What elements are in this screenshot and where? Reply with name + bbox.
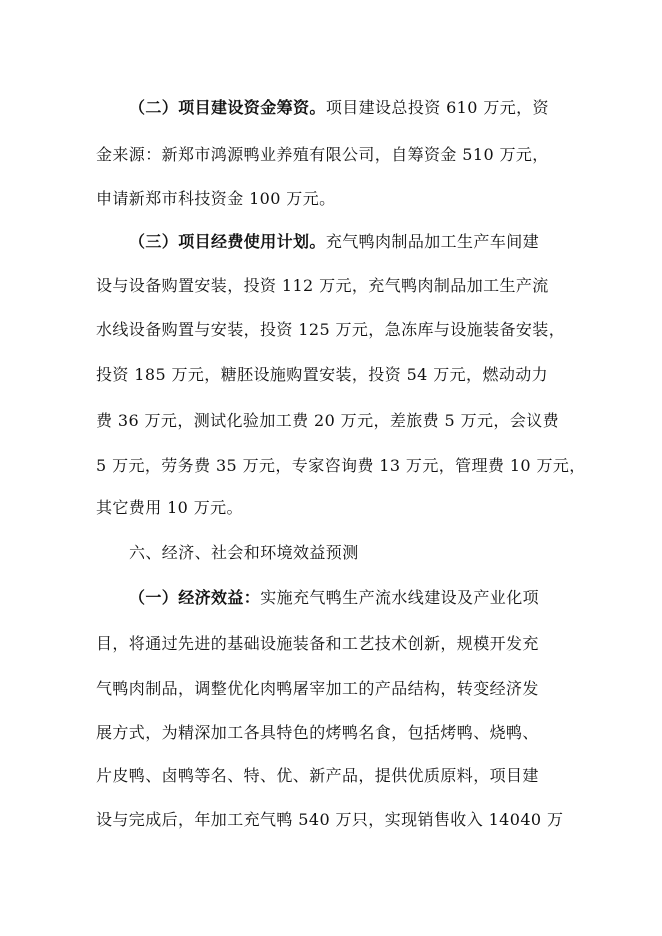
section-title-benefits: 六、经济、社会和环境效益预测 bbox=[129, 543, 359, 562]
paragraph-budget-line-1 bbox=[129, 232, 539, 252]
paragraph-economic-line-4: 展方式，为精深加工各具特色的烤鸭名食，包括烤鸭、烧鸭、 bbox=[96, 723, 539, 742]
paragraph-funding-line-3: 申请新郑市科技资金 100 万元。 bbox=[96, 189, 336, 208]
paragraph-budget-line-5: 费 36 万元，测试化验加工费 20 万元，差旅费 5 万元，会议费 bbox=[96, 411, 560, 430]
paragraph-budget-line-3: 水线设备购置与安装，投资 125 万元，急冻库与设施装备安装， bbox=[96, 320, 566, 339]
text-run: 实施充气鸭生产流水线建设及产业化项 bbox=[260, 588, 540, 607]
text-run: 充气鸭肉制品加工生产车间建 bbox=[325, 232, 540, 251]
paragraph-budget-line-7: 其它费用 10 万元。 bbox=[96, 498, 243, 517]
paragraph-funding-line-1 bbox=[129, 98, 549, 118]
paragraph-economic-line-3: 气鸭肉制品，调整优化肉鸭屠宰加工的产品结构，转变经济发 bbox=[96, 679, 539, 698]
section-heading-budget: （三）项目经费使用计划。 bbox=[129, 232, 326, 251]
paragraph-budget-line-2: 设与设备购置安装，投资 112 万元，充气鸭肉制品加工生产流 bbox=[96, 276, 549, 295]
text-run: 项目建设总投资 610 万元，资 bbox=[325, 98, 549, 117]
paragraph-economic-line-6: 设与完成后，年加工充气鸭 540 万只，实现销售收入 14040 万 bbox=[96, 810, 564, 829]
paragraph-budget-line-4: 投资 185 万元，糖胚设施购置安装，投资 54 万元，燃动动力 bbox=[96, 365, 549, 384]
paragraph-economic-line-5: 片皮鸭、卤鸭等名、特、优、新产品，提供优质原料，项目建 bbox=[96, 766, 539, 785]
section-heading-economic: （一）经济效益： bbox=[129, 588, 261, 607]
paragraph-economic-line-2: 目，将通过先进的基础设施装备和工艺技术创新，规模开发充 bbox=[96, 634, 539, 653]
paragraph-funding-line-2: 金来源：新郑市鸿源鸭业养殖有限公司，自筹资金 510 万元， bbox=[96, 145, 549, 164]
paragraph-budget-line-6: 5 万元，劳务费 35 万元，专家咨询费 13 万元，管理费 10 万元， bbox=[96, 456, 586, 475]
paragraph-economic-line-1 bbox=[129, 588, 539, 608]
section-heading-funding: （二）项目建设资金筹资。 bbox=[129, 98, 326, 117]
